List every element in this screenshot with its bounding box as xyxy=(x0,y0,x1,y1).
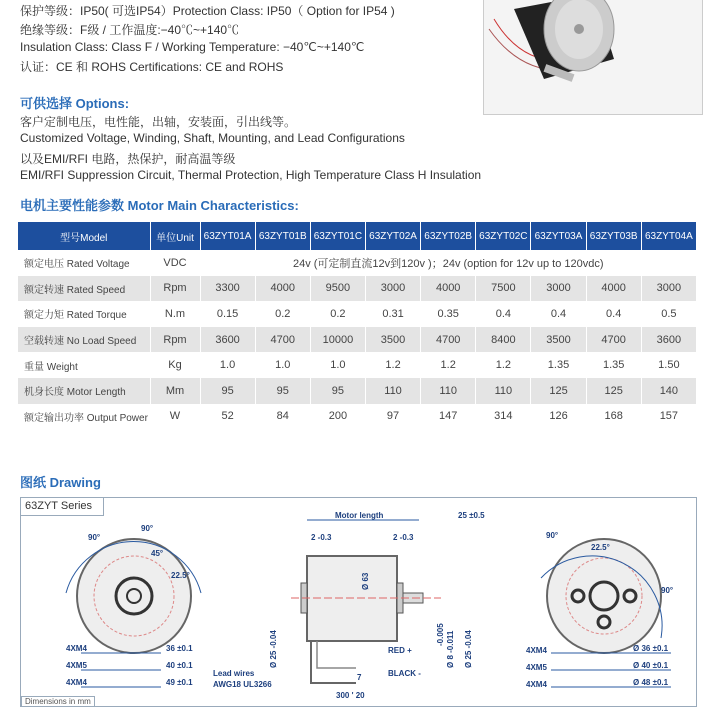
table-cell: 3000 xyxy=(531,276,586,302)
hole-label: 4XM4 xyxy=(66,678,87,687)
options-line: 客户定制电压，电性能，出轴，安装面，引出线等。 xyxy=(20,115,297,129)
table-cell: 52 xyxy=(200,404,255,430)
options-line: 以及EMI/RFI 电路，热保护，耐高温等级 xyxy=(20,152,236,166)
table-cell: 110 xyxy=(421,378,476,404)
table-cell: 1.0 xyxy=(255,352,310,378)
column-header: 63ZYT01C xyxy=(310,222,365,250)
options-line: EMI/RFI Suppression Circuit, Thermal Protection, High Temperature Class H Insulation xyxy=(20,168,482,182)
dimension-label: 40 ±0.1 xyxy=(166,661,193,670)
column-header: 63ZYT02C xyxy=(476,222,531,250)
angle-label: 90° xyxy=(661,586,674,595)
table-cell: 0.35 xyxy=(421,301,476,327)
dimension-label: 2 -0.3 xyxy=(393,533,414,542)
angle-label: 90° xyxy=(546,531,559,540)
dimension-label: 300 ' 20 xyxy=(336,691,365,700)
table-cell: 10000 xyxy=(310,327,365,353)
table-row xyxy=(18,250,697,276)
table-cell: 3600 xyxy=(200,327,255,353)
table-cell: 1.2 xyxy=(476,352,531,378)
options-line: Customized Voltage, Winding, Shaft, Mounting, and Lead Configurations xyxy=(20,131,405,145)
table-cell: 0.2 xyxy=(255,301,310,327)
dimension-label: 2 -0.3 xyxy=(311,533,332,542)
dimension-label: 49 ±0.1 xyxy=(166,678,193,687)
row-label: 额定力矩 Rated Torque xyxy=(18,301,150,327)
hole-label: 4XM5 xyxy=(526,663,547,672)
angle-label: 90° xyxy=(88,533,101,542)
table-cell: 84 xyxy=(255,404,310,430)
table-cell: 7500 xyxy=(476,276,531,302)
table-cell: 0.15 xyxy=(200,301,255,327)
table-cell: 168 xyxy=(586,404,641,430)
table-cell: 3000 xyxy=(365,276,420,302)
table-cell: 1.35 xyxy=(586,352,641,378)
certifications: 认证：CE 和 ROHS Certifications: CE and ROHS xyxy=(20,60,284,74)
table-row xyxy=(18,352,697,378)
table-cell: 110 xyxy=(365,378,420,404)
dimension-label: Ø 36 ±0.1 xyxy=(633,644,669,653)
insulation-cn: 绝缘等级：F级 / 工作温度:−40℃~+140℃ xyxy=(20,23,240,37)
drawing-svg xyxy=(21,498,698,708)
dimension-label: Ø 40 ±0.1 xyxy=(633,661,669,670)
table-cell: 3600 xyxy=(641,327,696,353)
angle-label: 90° xyxy=(141,524,154,533)
hole-label: 4XM4 xyxy=(526,646,547,655)
red-wire-label: RED + xyxy=(388,646,412,655)
table-row xyxy=(18,301,697,327)
table-cell: 1.0 xyxy=(200,352,255,378)
motor-length-label: Motor length xyxy=(335,511,384,520)
series-label: 63ZYT Series xyxy=(21,498,104,516)
row-label: 重量 Weight xyxy=(18,352,150,378)
hole-label: 4XM4 xyxy=(66,644,87,653)
lead-wires-label: Lead wires xyxy=(213,669,255,678)
column-header: 63ZYT02B xyxy=(421,222,476,250)
table-cell: 3500 xyxy=(365,327,420,353)
row-unit: Kg xyxy=(150,352,200,378)
table-cell: 1.35 xyxy=(531,352,586,378)
column-header: 型号Model xyxy=(18,222,150,250)
table-cell: 4000 xyxy=(586,276,641,302)
row-label: 额定电压 Rated Voltage xyxy=(18,250,150,276)
table-cell: 1.50 xyxy=(641,352,696,378)
dimension-label: Ø 63 xyxy=(361,572,370,590)
table-cell: 95 xyxy=(310,378,365,404)
characteristics-title: 电机主要性能参数 Motor Main Characteristics: xyxy=(20,198,299,213)
table-cell: 4000 xyxy=(255,276,310,302)
table-cell: 1.0 xyxy=(310,352,365,378)
row-label: 额定输出功率 Output Power xyxy=(18,404,150,430)
table-row xyxy=(18,327,697,353)
table-cell: 1.2 xyxy=(421,352,476,378)
hole-label: 4XM4 xyxy=(526,680,547,689)
row-label: 机身长度 Motor Length xyxy=(18,378,150,404)
table-cell: 9500 xyxy=(310,276,365,302)
lead-wires-label: AWG18 UL3266 xyxy=(213,680,272,689)
row-label: 空载转速 No Load Speed xyxy=(18,327,150,353)
table-cell: 125 xyxy=(531,378,586,404)
black-wire-label: BLACK - xyxy=(388,669,421,678)
characteristics-table xyxy=(18,222,697,429)
row-label: 额定转速 Rated Speed xyxy=(18,276,150,302)
column-header: 63ZYT02A xyxy=(365,222,420,250)
column-header: 63ZYT01B xyxy=(255,222,310,250)
angle-label: 22.5° xyxy=(591,543,610,552)
table-cell: 110 xyxy=(476,378,531,404)
table-cell: 157 xyxy=(641,404,696,430)
dimension-label: Ø 25 -0.04 xyxy=(464,630,473,668)
table-cell: 0.5 xyxy=(641,301,696,327)
table-row xyxy=(18,276,697,302)
table-cell: 126 xyxy=(531,404,586,430)
dimension-label: 36 ±0.1 xyxy=(166,644,193,653)
column-header: 63ZYT03A xyxy=(531,222,586,250)
table-cell: 140 xyxy=(641,378,696,404)
row-unit: N.m xyxy=(150,301,200,327)
table-cell: 95 xyxy=(200,378,255,404)
drawing-title: 图纸 Drawing xyxy=(20,475,101,490)
table-cell: 4700 xyxy=(586,327,641,353)
table-cell: 0.4 xyxy=(586,301,641,327)
dimension-label: -0.005 xyxy=(436,623,445,646)
table-cell: 3300 xyxy=(200,276,255,302)
dimension-label: 7 xyxy=(357,673,362,682)
hole-label: 4XM5 xyxy=(66,661,87,670)
dimension-label: Ø 48 ±0.1 xyxy=(633,678,669,687)
voltage-value: 24v (可定制直流12v到120v )；24v (option for 12v up to 120vdc) xyxy=(200,250,697,276)
table-cell: 125 xyxy=(586,378,641,404)
column-header: 单位Unit xyxy=(150,222,200,250)
table-cell: 0.4 xyxy=(476,301,531,327)
angle-label: 45° xyxy=(151,549,164,558)
table-cell: 3000 xyxy=(641,276,696,302)
row-unit: Rpm xyxy=(150,276,200,302)
table-row xyxy=(18,378,697,404)
table-cell: 200 xyxy=(310,404,365,430)
protection-class: 保护等级：IP50( 可选IP54）Protection Class: IP50（ Option for IP54 ) xyxy=(20,4,395,18)
table-cell: 0.2 xyxy=(310,301,365,327)
table-cell: 4700 xyxy=(255,327,310,353)
table-cell: 95 xyxy=(255,378,310,404)
technical-drawing xyxy=(20,497,697,707)
motor-photo xyxy=(483,0,703,115)
table-cell: 1.2 xyxy=(365,352,420,378)
table-cell: 0.31 xyxy=(365,301,420,327)
column-header: 63ZYT03B xyxy=(586,222,641,250)
row-unit: W xyxy=(150,404,200,430)
angle-label: 22.5° xyxy=(171,571,190,580)
column-header: 63ZYT04A xyxy=(641,222,696,250)
dimensions-note: Dimensions in mm xyxy=(21,696,95,707)
insulation-en: Insulation Class: Class F / Working Temperature: −40℃~+140℃ xyxy=(20,40,365,54)
row-unit: Mm xyxy=(150,378,200,404)
column-header: 63ZYT01A xyxy=(200,222,255,250)
dimension-label: Ø 25 -0.04 xyxy=(269,630,278,668)
dimension-label: Ø 8 -0.011 xyxy=(446,630,455,668)
table-cell: 314 xyxy=(476,404,531,430)
shaft-length-label: 25 ±0.5 xyxy=(458,511,485,520)
table-cell: 4000 xyxy=(421,276,476,302)
table-cell: 3500 xyxy=(531,327,586,353)
table-cell: 4700 xyxy=(421,327,476,353)
row-unit: Rpm xyxy=(150,327,200,353)
table-cell: 0.4 xyxy=(531,301,586,327)
table-row xyxy=(18,404,697,430)
table-cell: 8400 xyxy=(476,327,531,353)
table-cell: 147 xyxy=(421,404,476,430)
row-unit: VDC xyxy=(150,250,200,276)
options-title: 可供选择 Options: xyxy=(20,96,130,111)
table-cell: 97 xyxy=(365,404,420,430)
